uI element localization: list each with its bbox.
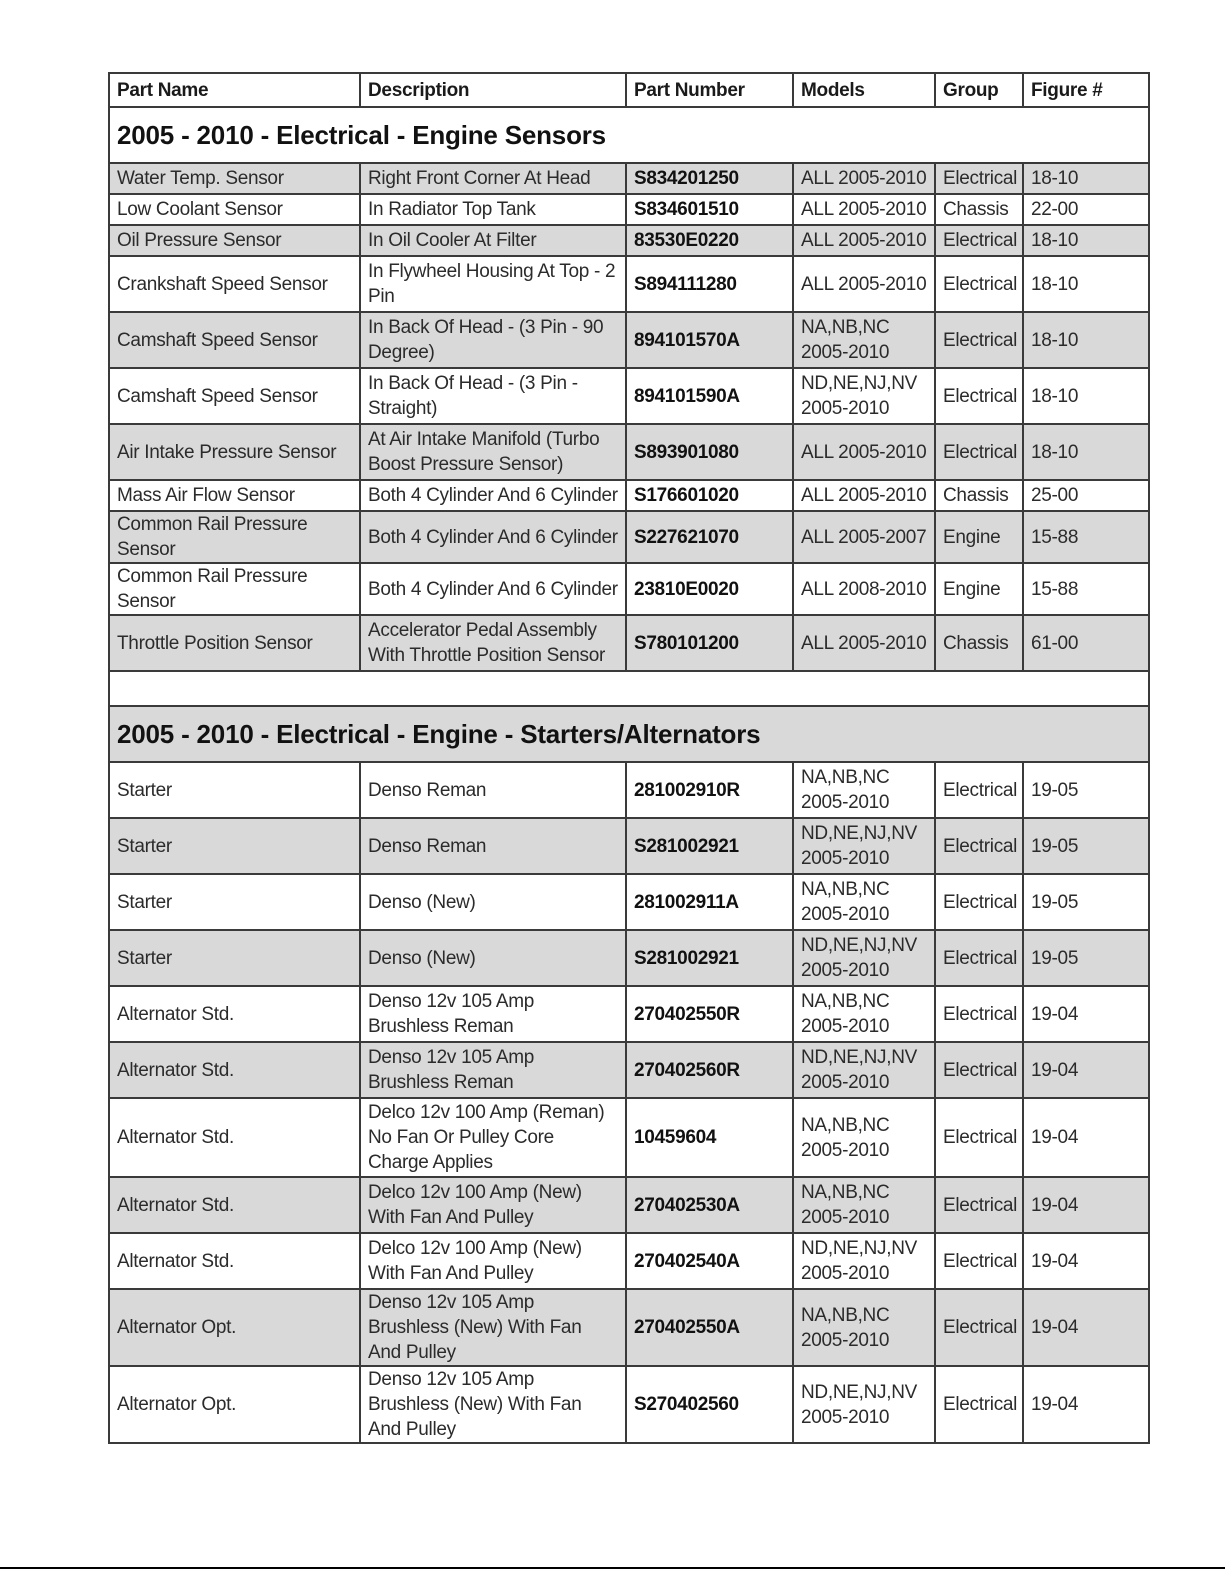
part-name-cell: Alternator Std. (109, 1177, 360, 1233)
group-cell: Chassis (935, 480, 1023, 511)
part-number-cell: 23810E0020 (626, 563, 793, 615)
table-row (109, 874, 1149, 930)
part-name-cell: Common Rail Pressure Sensor (109, 511, 360, 563)
group-cell: Electrical (935, 1289, 1023, 1366)
description-cell: Delco 12v 100 Amp (New) With Fan And Pulley (360, 1233, 626, 1289)
part-number-cell: S176601020 (626, 480, 793, 511)
part-number-cell: S834601510 (626, 194, 793, 225)
description-cell: In Back Of Head - (3 Pin - Straight) (360, 368, 626, 424)
table-row (109, 1177, 1149, 1233)
header-group: Group (935, 73, 1023, 107)
group-cell: Electrical (935, 1366, 1023, 1443)
table-row (109, 480, 1149, 511)
figure-cell: 61-00 (1023, 615, 1149, 671)
table-row (109, 368, 1149, 424)
part-number-cell: S834201250 (626, 163, 793, 194)
models-cell: ALL 2008-2010 (793, 563, 935, 615)
section-heading-row (109, 706, 1149, 762)
part-name-cell: Starter (109, 874, 360, 930)
part-name-cell: Alternator Opt. (109, 1366, 360, 1443)
group-cell: Engine (935, 563, 1023, 615)
part-number-cell: S227621070 (626, 511, 793, 563)
figure-cell: 18-10 (1023, 256, 1149, 312)
part-name-cell: Alternator Std. (109, 1042, 360, 1098)
models-cell: NA,NB,NC 2005-2010 (793, 312, 935, 368)
group-cell: Electrical (935, 256, 1023, 312)
part-number-cell: 281002911A (626, 874, 793, 930)
models-cell: ALL 2005-2010 (793, 480, 935, 511)
description-cell: At Air Intake Manifold (Turbo Boost Pressure Sensor) (360, 424, 626, 480)
models-cell: ND,NE,NJ,NV 2005-2010 (793, 1233, 935, 1289)
header-figure: Figure # (1023, 73, 1149, 107)
table-row (109, 194, 1149, 225)
table-row (109, 1289, 1149, 1366)
part-number-cell: S270402560 (626, 1366, 793, 1443)
part-name-cell: Water Temp. Sensor (109, 163, 360, 194)
figure-cell: 19-04 (1023, 1233, 1149, 1289)
table-row (109, 563, 1149, 615)
table-row (109, 256, 1149, 312)
part-number-cell: 894101570A (626, 312, 793, 368)
part-name-cell: Starter (109, 818, 360, 874)
part-number-cell: 10459604 (626, 1098, 793, 1177)
table-row (109, 424, 1149, 480)
description-cell: Both 4 Cylinder And 6 Cylinder (360, 511, 626, 563)
description-cell: Denso 12v 105 Amp Brushless (New) With Fan And Pulley (360, 1366, 626, 1443)
description-cell: In Back Of Head - (3 Pin - 90 Degree) (360, 312, 626, 368)
part-number-cell: 270402540A (626, 1233, 793, 1289)
figure-cell: 19-04 (1023, 1366, 1149, 1443)
description-cell: Both 4 Cylinder And 6 Cylinder (360, 563, 626, 615)
figure-cell: 19-05 (1023, 818, 1149, 874)
section-title: 2005 - 2010 - Electrical - Engine Sensors (109, 107, 1149, 163)
table-row (109, 312, 1149, 368)
description-cell: In Oil Cooler At Filter (360, 225, 626, 256)
figure-cell: 18-10 (1023, 312, 1149, 368)
figure-cell: 19-04 (1023, 986, 1149, 1042)
part-number-cell: 894101590A (626, 368, 793, 424)
part-number-cell: 270402550A (626, 1289, 793, 1366)
models-cell: NA,NB,NC 2005-2010 (793, 986, 935, 1042)
group-cell: Electrical (935, 424, 1023, 480)
part-name-cell: Camshaft Speed Sensor (109, 312, 360, 368)
part-name-cell: Alternator Opt. (109, 1289, 360, 1366)
figure-cell: 15-88 (1023, 511, 1149, 563)
part-name-cell: Alternator Std. (109, 986, 360, 1042)
figure-cell: 22-00 (1023, 194, 1149, 225)
figure-cell: 19-05 (1023, 930, 1149, 986)
part-name-cell: Starter (109, 762, 360, 818)
figure-cell: 18-10 (1023, 163, 1149, 194)
figure-cell: 18-10 (1023, 368, 1149, 424)
part-number-cell: S893901080 (626, 424, 793, 480)
group-cell: Electrical (935, 930, 1023, 986)
part-number-cell: 270402560R (626, 1042, 793, 1098)
part-name-cell: Low Coolant Sensor (109, 194, 360, 225)
group-cell: Chassis (935, 615, 1023, 671)
group-cell: Electrical (935, 163, 1023, 194)
description-cell: Denso (New) (360, 874, 626, 930)
figure-cell: 19-04 (1023, 1289, 1149, 1366)
models-cell: NA,NB,NC 2005-2010 (793, 1289, 935, 1366)
part-name-cell: Throttle Position Sensor (109, 615, 360, 671)
group-cell: Electrical (935, 1177, 1023, 1233)
models-cell: ALL 2005-2010 (793, 163, 935, 194)
description-cell: Denso Reman (360, 818, 626, 874)
group-cell: Electrical (935, 225, 1023, 256)
table-row (109, 1098, 1149, 1177)
header-models: Models (793, 73, 935, 107)
group-cell: Electrical (935, 368, 1023, 424)
figure-cell: 19-04 (1023, 1098, 1149, 1177)
part-name-cell: Air Intake Pressure Sensor (109, 424, 360, 480)
part-number-cell: S281002921 (626, 930, 793, 986)
group-cell: Electrical (935, 1042, 1023, 1098)
header-description: Description (360, 73, 626, 107)
models-cell: ND,NE,NJ,NV 2005-2010 (793, 1366, 935, 1443)
description-cell: Accelerator Pedal Assembly With Throttle Position Sensor (360, 615, 626, 671)
part-number-cell: 281002910R (626, 762, 793, 818)
models-cell: ALL 2005-2010 (793, 194, 935, 225)
description-cell: In Flywheel Housing At Top - 2 Pin (360, 256, 626, 312)
table-row (109, 511, 1149, 563)
models-cell: ALL 2005-2007 (793, 511, 935, 563)
part-number-cell: S894111280 (626, 256, 793, 312)
header-part-number: Part Number (626, 73, 793, 107)
models-cell: NA,NB,NC 2005-2010 (793, 1177, 935, 1233)
part-name-cell: Mass Air Flow Sensor (109, 480, 360, 511)
table-row (109, 615, 1149, 671)
models-cell: NA,NB,NC 2005-2010 (793, 762, 935, 818)
figure-cell: 18-10 (1023, 424, 1149, 480)
table-row (109, 225, 1149, 256)
page-bottom-rule (0, 1567, 1225, 1569)
part-name-cell: Crankshaft Speed Sensor (109, 256, 360, 312)
group-cell: Electrical (935, 1233, 1023, 1289)
models-cell: ALL 2005-2010 (793, 256, 935, 312)
models-cell: ND,NE,NJ,NV 2005-2010 (793, 930, 935, 986)
description-cell: Denso 12v 105 Amp Brushless (New) With Fan And Pulley (360, 1289, 626, 1366)
figure-cell: 19-05 (1023, 762, 1149, 818)
description-cell: Denso 12v 105 Amp Brushless Reman (360, 1042, 626, 1098)
description-cell: Right Front Corner At Head (360, 163, 626, 194)
part-number-cell: 270402530A (626, 1177, 793, 1233)
section-title: 2005 - 2010 - Electrical - Engine - Starters/Alternators (109, 706, 1149, 762)
group-cell: Electrical (935, 818, 1023, 874)
models-cell: ALL 2005-2010 (793, 225, 935, 256)
parts-table (108, 72, 1150, 1444)
figure-cell: 19-04 (1023, 1177, 1149, 1233)
figure-cell: 18-10 (1023, 225, 1149, 256)
part-name-cell: Alternator Std. (109, 1233, 360, 1289)
description-cell: In Radiator Top Tank (360, 194, 626, 225)
table-row (109, 1233, 1149, 1289)
table-body (109, 107, 1149, 1443)
table-row (109, 986, 1149, 1042)
spacer-row (109, 671, 1149, 706)
table-row (109, 1042, 1149, 1098)
models-cell: NA,NB,NC 2005-2010 (793, 1098, 935, 1177)
description-cell: Both 4 Cylinder And 6 Cylinder (360, 480, 626, 511)
group-cell: Electrical (935, 986, 1023, 1042)
table-row (109, 1366, 1149, 1443)
group-cell: Electrical (935, 762, 1023, 818)
models-cell: ALL 2005-2010 (793, 615, 935, 671)
group-cell: Electrical (935, 312, 1023, 368)
figure-cell: 19-05 (1023, 874, 1149, 930)
part-number-cell: 270402550R (626, 986, 793, 1042)
section-heading-row (109, 107, 1149, 163)
part-number-cell: 83530E0220 (626, 225, 793, 256)
part-name-cell: Oil Pressure Sensor (109, 225, 360, 256)
header-part-name: Part Name (109, 73, 360, 107)
table-row (109, 163, 1149, 194)
description-cell: Denso 12v 105 Amp Brushless Reman (360, 986, 626, 1042)
part-name-cell: Alternator Std. (109, 1098, 360, 1177)
figure-cell: 15-88 (1023, 563, 1149, 615)
models-cell: ND,NE,NJ,NV 2005-2010 (793, 368, 935, 424)
models-cell: ALL 2005-2010 (793, 424, 935, 480)
table-row (109, 818, 1149, 874)
part-name-cell: Camshaft Speed Sensor (109, 368, 360, 424)
description-cell: Denso (New) (360, 930, 626, 986)
part-number-cell: S281002921 (626, 818, 793, 874)
description-cell: Delco 12v 100 Amp (New) With Fan And Pulley (360, 1177, 626, 1233)
group-cell: Electrical (935, 1098, 1023, 1177)
figure-cell: 25-00 (1023, 480, 1149, 511)
part-name-cell: Starter (109, 930, 360, 986)
description-cell: Delco 12v 100 Amp (Reman) No Fan Or Pulley Core Charge Applies (360, 1098, 626, 1177)
group-cell: Engine (935, 511, 1023, 563)
models-cell: NA,NB,NC 2005-2010 (793, 874, 935, 930)
figure-cell: 19-04 (1023, 1042, 1149, 1098)
description-cell: Denso Reman (360, 762, 626, 818)
group-cell: Electrical (935, 874, 1023, 930)
part-number-cell: S780101200 (626, 615, 793, 671)
table-row (109, 930, 1149, 986)
models-cell: ND,NE,NJ,NV 2005-2010 (793, 818, 935, 874)
group-cell: Chassis (935, 194, 1023, 225)
part-name-cell: Common Rail Pressure Sensor (109, 563, 360, 615)
table-header (109, 73, 1149, 107)
table-row (109, 762, 1149, 818)
models-cell: ND,NE,NJ,NV 2005-2010 (793, 1042, 935, 1098)
